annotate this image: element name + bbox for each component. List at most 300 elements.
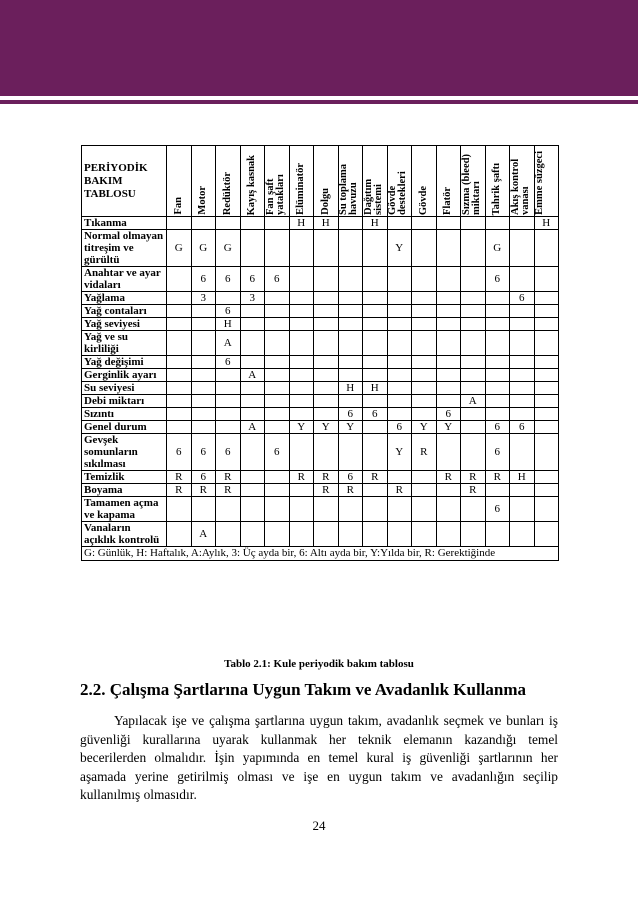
table-cell bbox=[191, 421, 216, 434]
table-cell bbox=[363, 522, 388, 547]
table-cell bbox=[510, 331, 535, 356]
table-cell bbox=[363, 331, 388, 356]
table-row bbox=[82, 356, 559, 369]
table-cell bbox=[387, 267, 412, 292]
table-cell bbox=[191, 382, 216, 395]
table-cell bbox=[387, 217, 412, 230]
table-cell bbox=[436, 522, 461, 547]
table-row bbox=[82, 331, 559, 356]
table-cell bbox=[363, 484, 388, 497]
table-cell bbox=[167, 369, 192, 382]
table-cell bbox=[240, 434, 265, 471]
table-cell: R bbox=[363, 471, 388, 484]
table-cell bbox=[216, 395, 241, 408]
table-cell: R bbox=[412, 434, 437, 471]
table-cell bbox=[534, 382, 559, 395]
table-cell bbox=[534, 356, 559, 369]
table-cell: 6 bbox=[510, 292, 535, 305]
table-cell bbox=[534, 395, 559, 408]
table-cell bbox=[167, 217, 192, 230]
table-cell: 6 bbox=[485, 421, 510, 434]
table-cell bbox=[167, 331, 192, 356]
table-row bbox=[82, 471, 559, 484]
table-row bbox=[82, 395, 559, 408]
table-cell bbox=[240, 395, 265, 408]
table-cell bbox=[412, 395, 437, 408]
table-cell bbox=[191, 318, 216, 331]
row-label: Tıkanma bbox=[82, 217, 167, 230]
table-cell bbox=[265, 292, 290, 305]
table-cell bbox=[387, 318, 412, 331]
table-cell bbox=[363, 497, 388, 522]
table-body bbox=[82, 217, 559, 547]
table-cell bbox=[167, 395, 192, 408]
table-cell: 3 bbox=[191, 292, 216, 305]
table-cell: 6 bbox=[363, 408, 388, 421]
table-cell bbox=[412, 331, 437, 356]
table-cell bbox=[289, 522, 314, 547]
column-header: Sızma (bleed) miktarı bbox=[461, 146, 486, 217]
table-cell bbox=[387, 369, 412, 382]
table-cell bbox=[363, 395, 388, 408]
table-cell bbox=[167, 382, 192, 395]
table-cell bbox=[534, 331, 559, 356]
table-cell bbox=[191, 356, 216, 369]
table-cell bbox=[485, 318, 510, 331]
table-legend: G: Günlük, H: Haftalık, A:Aylık, 3: Üç ayda bir, 6: Altı ayda bir, Y:Yılda bir, R: Gerektiğinde bbox=[82, 547, 559, 561]
table-cell bbox=[216, 497, 241, 522]
table-cell bbox=[485, 408, 510, 421]
table-cell bbox=[485, 369, 510, 382]
table-cell: H bbox=[289, 217, 314, 230]
table-cell bbox=[240, 382, 265, 395]
table-cell: H bbox=[338, 382, 363, 395]
row-label: Genel durum bbox=[82, 421, 167, 434]
table-cell bbox=[314, 292, 339, 305]
table-cell bbox=[412, 382, 437, 395]
table-cell bbox=[485, 395, 510, 408]
table-cell bbox=[510, 369, 535, 382]
table-cell bbox=[534, 434, 559, 471]
table-cell bbox=[167, 421, 192, 434]
table-cell bbox=[167, 497, 192, 522]
table-cell bbox=[338, 292, 363, 305]
table-cell bbox=[412, 369, 437, 382]
table-cell: R bbox=[167, 484, 192, 497]
table-cell bbox=[412, 356, 437, 369]
table-cell bbox=[240, 356, 265, 369]
table-cell bbox=[265, 522, 290, 547]
table-cell bbox=[240, 318, 265, 331]
table-cell bbox=[461, 292, 486, 305]
table-cell bbox=[461, 217, 486, 230]
table-cell bbox=[510, 408, 535, 421]
table-cell bbox=[363, 305, 388, 318]
table-cell bbox=[338, 395, 363, 408]
table-caption: Tablo 2.1: Kule periyodik bakım tablosu bbox=[224, 658, 414, 670]
table-cell bbox=[534, 421, 559, 434]
table-cell bbox=[314, 522, 339, 547]
table-cell: 6 bbox=[485, 434, 510, 471]
table-cell bbox=[534, 230, 559, 267]
table-cell: H bbox=[314, 217, 339, 230]
table-cell bbox=[534, 267, 559, 292]
table-cell: A bbox=[461, 395, 486, 408]
table-cell bbox=[436, 267, 461, 292]
table-cell bbox=[461, 305, 486, 318]
table-cell bbox=[461, 267, 486, 292]
table-cell: 6 bbox=[387, 421, 412, 434]
table-cell: R bbox=[216, 471, 241, 484]
table-cell bbox=[461, 497, 486, 522]
table-cell bbox=[216, 522, 241, 547]
table-cell bbox=[461, 408, 486, 421]
table-cell bbox=[191, 305, 216, 318]
table-cell bbox=[191, 497, 216, 522]
table-cell: H bbox=[363, 217, 388, 230]
table-cell bbox=[167, 522, 192, 547]
row-label: Tamamen açma ve kapama bbox=[82, 497, 167, 522]
header-banner bbox=[0, 0, 638, 96]
table-cell bbox=[387, 305, 412, 318]
table-cell bbox=[314, 356, 339, 369]
table-cell bbox=[387, 395, 412, 408]
table-cell bbox=[338, 434, 363, 471]
row-label: Sızıntı bbox=[82, 408, 167, 421]
page-number: 24 bbox=[312, 818, 326, 833]
table-cell bbox=[289, 395, 314, 408]
table-cell: Y bbox=[338, 421, 363, 434]
table-cell: 6 bbox=[265, 434, 290, 471]
table-cell bbox=[534, 497, 559, 522]
table-cell bbox=[338, 318, 363, 331]
table-cell: R bbox=[461, 471, 486, 484]
table-cell bbox=[510, 522, 535, 547]
table-cell bbox=[314, 318, 339, 331]
table-cell bbox=[289, 230, 314, 267]
table-cell bbox=[510, 484, 535, 497]
table-cell bbox=[436, 230, 461, 267]
row-label: Yağlama bbox=[82, 292, 167, 305]
table-cell bbox=[387, 356, 412, 369]
legend-row bbox=[82, 547, 559, 561]
table-cell bbox=[240, 484, 265, 497]
table-cell bbox=[534, 408, 559, 421]
table-cell bbox=[436, 497, 461, 522]
table-cell bbox=[485, 292, 510, 305]
table-cell bbox=[216, 382, 241, 395]
table-cell bbox=[412, 318, 437, 331]
table-cell bbox=[412, 484, 437, 497]
table-cell bbox=[363, 318, 388, 331]
table-cell: 6 bbox=[338, 408, 363, 421]
maintenance-table bbox=[81, 145, 559, 561]
table-cell bbox=[510, 395, 535, 408]
table-cell bbox=[387, 331, 412, 356]
table-cell bbox=[461, 230, 486, 267]
table-cell bbox=[485, 382, 510, 395]
table-cell bbox=[216, 421, 241, 434]
table-cell bbox=[510, 434, 535, 471]
table-cell bbox=[387, 471, 412, 484]
table-cell: 6 bbox=[167, 434, 192, 471]
column-header: Fan bbox=[167, 146, 192, 217]
table-cell bbox=[338, 522, 363, 547]
table-cell bbox=[412, 217, 437, 230]
table-cell bbox=[191, 408, 216, 421]
column-header: Emme süzgeci bbox=[534, 146, 559, 217]
column-header: Fan şaft yatakları bbox=[265, 146, 290, 217]
table-cell bbox=[534, 318, 559, 331]
table-cell bbox=[265, 395, 290, 408]
table-row bbox=[82, 484, 559, 497]
table-cell bbox=[461, 318, 486, 331]
column-header: Flatör bbox=[436, 146, 461, 217]
table-cell: Y bbox=[387, 230, 412, 267]
table-row bbox=[82, 497, 559, 522]
table-cell bbox=[289, 356, 314, 369]
column-header: Tahrik şaftı bbox=[485, 146, 510, 217]
table-cell bbox=[216, 292, 241, 305]
table-cell bbox=[510, 230, 535, 267]
row-label: Debi miktarı bbox=[82, 395, 167, 408]
table-row bbox=[82, 408, 559, 421]
table-cell bbox=[461, 356, 486, 369]
table-cell bbox=[534, 292, 559, 305]
column-header: Kayış kasnak bbox=[240, 146, 265, 217]
table-cell: 6 bbox=[191, 267, 216, 292]
table-cell bbox=[387, 408, 412, 421]
table-cell: 3 bbox=[240, 292, 265, 305]
table-cell bbox=[265, 421, 290, 434]
table-cell bbox=[436, 305, 461, 318]
table-cell bbox=[436, 434, 461, 471]
table-cell bbox=[167, 318, 192, 331]
table-cell bbox=[167, 356, 192, 369]
table-cell bbox=[314, 369, 339, 382]
table-cell bbox=[338, 497, 363, 522]
table-cell bbox=[289, 497, 314, 522]
table-cell: R bbox=[216, 484, 241, 497]
table-cell: R bbox=[314, 471, 339, 484]
column-header: Dağıtım sistemi bbox=[363, 146, 388, 217]
table-cell: A bbox=[191, 522, 216, 547]
table-cell bbox=[240, 305, 265, 318]
table-cell bbox=[510, 382, 535, 395]
row-label: Anahtar ve ayar vidaları bbox=[82, 267, 167, 292]
row-label: Vanaların açıklık kontrolü bbox=[82, 522, 167, 547]
body-paragraph: Yapılacak işe ve çalışma şartlarına uygun takım, avadanlık seçmek ve bunları iş güvenliği kurallarına uyarak kullanmak her teknik elemanın kazandığı temel becerilerden olmalıdır. İşin yapımında en temel kural iş güvenliği şartlarının her aşamada yerine getirilmiş olması ve işe en uygun takım ve avadanlığın seçilip kullanılmış olmasıdır. bbox=[80, 713, 558, 802]
section-heading: 2.2. Çalışma Şartlarına Uygun Takım ve Avadanlık Kullanma bbox=[80, 680, 527, 699]
table-row bbox=[82, 230, 559, 267]
table-cell bbox=[216, 369, 241, 382]
table-cell bbox=[338, 369, 363, 382]
table-corner-title: PERİYODİK BAKIM TABLOSU bbox=[82, 146, 167, 217]
body-paragraph-container bbox=[80, 712, 558, 805]
table-cell bbox=[461, 331, 486, 356]
table-cell: 6 bbox=[485, 497, 510, 522]
table-cell: R bbox=[387, 484, 412, 497]
table-cell: A bbox=[240, 421, 265, 434]
table-cell bbox=[338, 217, 363, 230]
table-cell bbox=[436, 382, 461, 395]
table-cell: R bbox=[191, 484, 216, 497]
table-cell bbox=[289, 267, 314, 292]
table-cell bbox=[265, 471, 290, 484]
table-cell bbox=[191, 369, 216, 382]
table-cell bbox=[485, 484, 510, 497]
table-cell bbox=[510, 356, 535, 369]
table-cell bbox=[485, 356, 510, 369]
table-cell bbox=[265, 382, 290, 395]
table-cell bbox=[436, 217, 461, 230]
table-cell bbox=[265, 230, 290, 267]
row-label: Temizlik bbox=[82, 471, 167, 484]
table-cell bbox=[412, 497, 437, 522]
table-cell bbox=[314, 230, 339, 267]
table-cell bbox=[240, 230, 265, 267]
table-cell bbox=[461, 369, 486, 382]
row-label: Yağ contaları bbox=[82, 305, 167, 318]
table-cell: Y bbox=[436, 421, 461, 434]
column-header: Gövde destekleri bbox=[387, 146, 412, 217]
table-cell bbox=[289, 434, 314, 471]
table-cell bbox=[363, 421, 388, 434]
table-cell bbox=[461, 382, 486, 395]
table-cell bbox=[240, 217, 265, 230]
table-cell bbox=[387, 292, 412, 305]
table-cell bbox=[461, 434, 486, 471]
table-cell bbox=[436, 395, 461, 408]
table-cell: A bbox=[240, 369, 265, 382]
table-cell bbox=[216, 408, 241, 421]
table-cell bbox=[191, 331, 216, 356]
table-cell bbox=[510, 267, 535, 292]
table-cell bbox=[338, 230, 363, 267]
table-cell bbox=[485, 217, 510, 230]
table-cell bbox=[363, 434, 388, 471]
table-cell bbox=[289, 408, 314, 421]
table-cell bbox=[412, 267, 437, 292]
table-cell bbox=[412, 305, 437, 318]
table-cell: R bbox=[314, 484, 339, 497]
table-cell: H bbox=[363, 382, 388, 395]
table-cell bbox=[363, 292, 388, 305]
table-cell bbox=[510, 217, 535, 230]
row-label: Gevşek somunların sıkılması bbox=[82, 434, 167, 471]
row-label: Yağ seviyesi bbox=[82, 318, 167, 331]
table-cell: G bbox=[167, 230, 192, 267]
table-cell bbox=[265, 318, 290, 331]
table-cell bbox=[314, 331, 339, 356]
row-label: Su seviyesi bbox=[82, 382, 167, 395]
table-cell bbox=[363, 369, 388, 382]
table-cell bbox=[289, 369, 314, 382]
table-cell bbox=[240, 331, 265, 356]
table-cell bbox=[534, 471, 559, 484]
table-row bbox=[82, 318, 559, 331]
table-cell bbox=[534, 369, 559, 382]
table-cell bbox=[436, 331, 461, 356]
table-cell bbox=[314, 408, 339, 421]
table-cell bbox=[265, 497, 290, 522]
table-cell bbox=[314, 382, 339, 395]
table-cell bbox=[534, 522, 559, 547]
table-cell bbox=[363, 356, 388, 369]
table-cell: Y bbox=[314, 421, 339, 434]
table-cell: H bbox=[216, 318, 241, 331]
table-cell: H bbox=[510, 471, 535, 484]
row-label: Yağ ve su kirliliği bbox=[82, 331, 167, 356]
table-row bbox=[82, 522, 559, 547]
table-cell bbox=[412, 408, 437, 421]
table-cell: 6 bbox=[216, 356, 241, 369]
table-cell bbox=[412, 471, 437, 484]
table-cell bbox=[436, 318, 461, 331]
table-row bbox=[82, 305, 559, 318]
row-label: Normal olmayan titreşim ve gürültü bbox=[82, 230, 167, 267]
table-cell bbox=[240, 471, 265, 484]
column-header: Akış kontrol vanası bbox=[510, 146, 535, 217]
table-cell bbox=[240, 408, 265, 421]
table-cell: 6 bbox=[240, 267, 265, 292]
row-label: Gerginlik ayarı bbox=[82, 369, 167, 382]
table-cell bbox=[485, 331, 510, 356]
table-row bbox=[82, 292, 559, 305]
table-cell: 6 bbox=[485, 267, 510, 292]
table-cell bbox=[289, 292, 314, 305]
table-cell: R bbox=[485, 471, 510, 484]
table-cell bbox=[191, 395, 216, 408]
table-cell: Y bbox=[289, 421, 314, 434]
table-cell bbox=[265, 484, 290, 497]
table-cell: H bbox=[534, 217, 559, 230]
table-cell bbox=[363, 230, 388, 267]
table-cell bbox=[265, 331, 290, 356]
table-cell bbox=[412, 230, 437, 267]
table-row bbox=[82, 434, 559, 471]
table-cell bbox=[387, 382, 412, 395]
table-cell bbox=[314, 305, 339, 318]
table-cell bbox=[191, 217, 216, 230]
table-cell bbox=[387, 497, 412, 522]
table-cell: A bbox=[216, 331, 241, 356]
table-cell bbox=[167, 408, 192, 421]
table-cell bbox=[265, 369, 290, 382]
table-cell: 6 bbox=[338, 471, 363, 484]
table-row bbox=[82, 267, 559, 292]
table-cell bbox=[387, 522, 412, 547]
row-label: Boyama bbox=[82, 484, 167, 497]
table-cell: 6 bbox=[191, 434, 216, 471]
table-cell: 6 bbox=[510, 421, 535, 434]
table-cell bbox=[289, 305, 314, 318]
table-cell: 6 bbox=[436, 408, 461, 421]
table-cell bbox=[338, 267, 363, 292]
column-header: Su toplama havuzu bbox=[338, 146, 363, 217]
table-cell: 6 bbox=[216, 434, 241, 471]
table-cell bbox=[510, 318, 535, 331]
table-cell: Y bbox=[387, 434, 412, 471]
table-cell bbox=[412, 292, 437, 305]
table-cell bbox=[363, 267, 388, 292]
table-cell bbox=[436, 369, 461, 382]
table-cell: G bbox=[216, 230, 241, 267]
table-cell bbox=[436, 356, 461, 369]
table-cell bbox=[289, 484, 314, 497]
table-cell: 6 bbox=[265, 267, 290, 292]
table-cell bbox=[289, 382, 314, 395]
